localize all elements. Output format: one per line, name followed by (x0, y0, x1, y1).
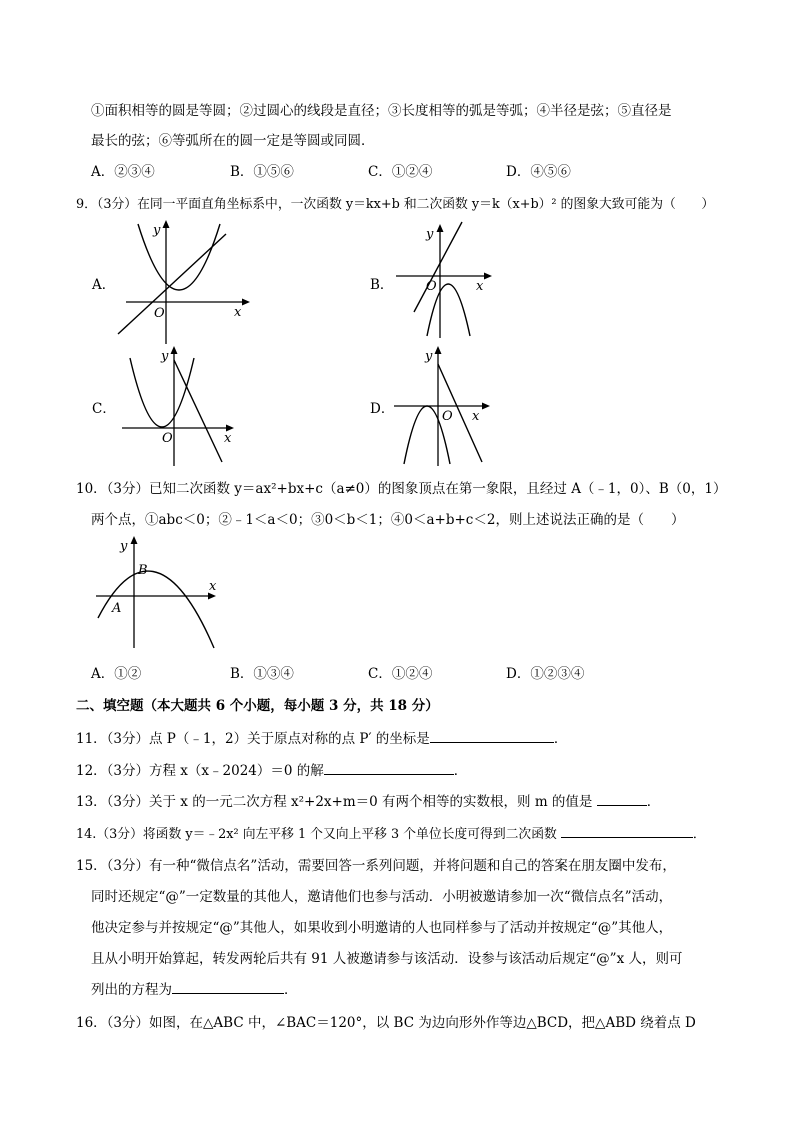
q9-graph-d (392, 344, 502, 472)
section-title: 二、填空题（本大题共 6 个小题，每小题 3 分，共 18 分） (76, 698, 439, 714)
y-axis-arrow-icon (163, 220, 170, 228)
y-axis-arrow-icon (435, 346, 442, 354)
q8-line-1: ①面积相等的圆是等圆；②过圆心的线段是直径；③长度相等的弧是等弧；④半径是弦；⑤直径是 (91, 103, 672, 119)
q12-end: ． (453, 763, 468, 779)
point-a-label: A (112, 601, 122, 616)
linear-function-line (118, 234, 226, 334)
q12-text: 12．（3分）方程 x（x﹣2024）＝0 的解 (76, 763, 324, 779)
q13 (76, 793, 660, 811)
q9-graph-b (392, 222, 502, 346)
x-axis-arrow-icon (482, 403, 490, 410)
q11-text: 11．（3分）点 P（﹣1，2）关于原点对称的点 P′ 的坐标是 (76, 731, 430, 747)
y-label: y (120, 539, 128, 554)
q9-stem: 9．（3分）在同一平面直角坐标系中，一次函数 y＝kx+b 和二次函数 y＝k（x+b）² 的图象大致可能为（ ） (76, 197, 715, 212)
q11-end: ． (553, 731, 568, 747)
q16-line-1: 16．（3分）如图，在△ABC 中，∠BAC＝120°，以 BC 为边向形外作等边△BCD，把△ABD 绕着点 D (76, 1015, 696, 1031)
q8-option-b: B．①⑤⑥ (230, 164, 294, 180)
q13-answer-blank[interactable] (597, 793, 647, 806)
origin-label: O (154, 306, 165, 321)
q15-line-4: 且从小明开始算起，转发两轮后共有 91 人被邀请参与该活动．设参与该活动后规定“@”x 人，则可 (91, 951, 683, 967)
q15-line-5 (91, 981, 298, 999)
q10-option-b: B．①③④ (230, 666, 294, 682)
x-label: x (472, 409, 480, 424)
q12 (76, 762, 467, 780)
origin-label: O (442, 409, 453, 424)
q14-end: ． (692, 827, 706, 842)
q14-answer-blank[interactable] (561, 825, 693, 838)
q13-text: 13．（3分）关于 x 的一元二次方程 x²+2x+m＝0 有两个相等的实数根，则 m 的值是 (76, 794, 593, 810)
q11 (76, 730, 567, 748)
q9-label-d: D． (370, 401, 395, 417)
y-label: y (153, 223, 161, 238)
q15-line-1: 15．（3分）有一种“微信点名”活动，需要回答一系列问题，并将问题和自己的答案在朋友圈中发布， (76, 858, 676, 874)
parabola-curve (138, 224, 220, 290)
q15-line-3: 他决定参与并按规定“@”其他人，如果收到小明邀请的人也同样参与了活动并按规定“@”其他人， (91, 920, 673, 936)
q14 (76, 825, 706, 844)
origin-label: O (162, 431, 173, 446)
x-label: x (234, 305, 242, 320)
q9-label-a: A． (92, 277, 116, 293)
y-label: y (426, 227, 434, 242)
y-axis-arrow-icon (171, 346, 178, 354)
q8-option-d: D．④⑤⑥ (506, 164, 571, 180)
q8-option-a: A．②③④ (91, 164, 155, 180)
y-label: y (425, 349, 433, 364)
linear-function-line (174, 360, 222, 462)
q11-answer-blank[interactable] (430, 730, 554, 743)
q10-line-2: 两个点，①abc＜0；②﹣1＜a＜0；③0＜b＜1；④0＜a+b+c＜2，则上述说法正确的是（ ） (91, 512, 685, 528)
x-axis-arrow-icon (484, 273, 492, 280)
x-label: x (209, 579, 217, 594)
q10-graph (92, 532, 222, 654)
q10-option-a: A．①② (91, 666, 142, 682)
q13-end: ． (646, 794, 661, 810)
q9-label-b: B． (370, 277, 394, 293)
q15-line-2: 同时还规定“@”一定数量的其他人，邀请他们也参与活动．小明被邀请参加一次“微信点名”活动， (91, 889, 673, 905)
point-b-label: B (138, 563, 148, 578)
q10-option-c: C．①②④ (368, 666, 433, 682)
y-axis-arrow-icon (131, 536, 138, 544)
y-axis-arrow-icon (437, 224, 444, 232)
q10-line-1: 10．（3分）已知二次函数 y＝ax²+bx+c（a≠0）的图象顶点在第一象限，且经过 A（﹣1，0）、B（0，1） (76, 481, 727, 497)
origin-label: O (426, 279, 437, 294)
q10-option-d: D．①②③④ (506, 666, 585, 682)
linear-function-line (414, 222, 462, 312)
q15-text: 列出的方程为 (91, 982, 172, 998)
q9-label-c: C． (92, 401, 116, 417)
q14-text: 14.（3分）将函数 y＝﹣2x² 向左平移 1 个又向上平移 3 个单位长度可得到二次函数 (76, 827, 557, 842)
q8-option-c: C．①②④ (368, 164, 433, 180)
parabola-curve (130, 358, 194, 427)
x-axis-arrow-icon (242, 299, 250, 306)
q8-line-2: 最长的弦；⑥等弧所在的圆一定是等圆或同圆． (91, 133, 375, 149)
q15-answer-blank[interactable] (172, 981, 284, 994)
x-label: x (476, 279, 484, 294)
q12-answer-blank[interactable] (324, 762, 454, 775)
q15-end: ． (284, 982, 298, 998)
q9-graph-a (116, 218, 256, 350)
y-label: y (161, 349, 169, 364)
q9-graph-c (118, 344, 242, 472)
x-label: x (224, 431, 232, 446)
